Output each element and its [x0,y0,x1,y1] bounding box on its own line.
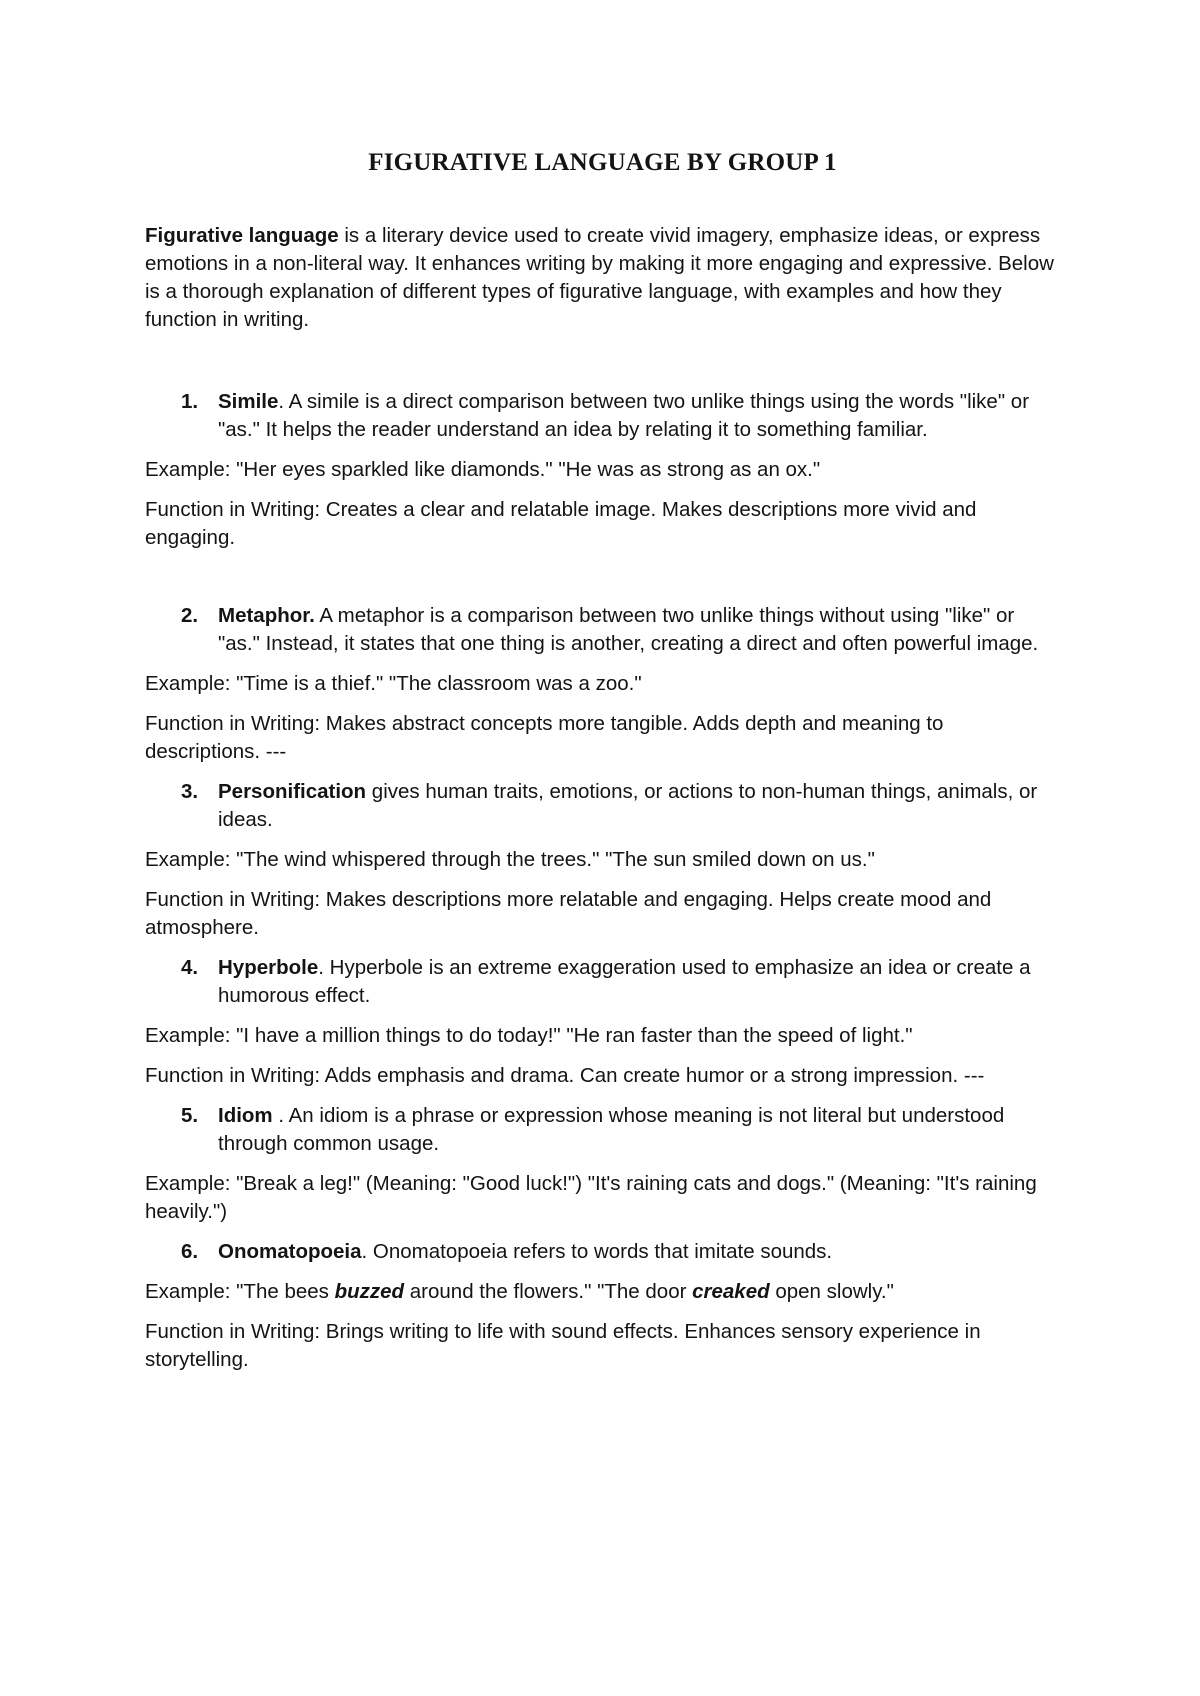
item-term: Onomatopoeia [218,1240,362,1263]
item-text: A metaphor is a comparison between two unlike things without using "like" or "as." Instead, it states that one thing is another, creating a direct and often powerful image. [218,604,1039,655]
example-text: around the flowers." "The door [404,1280,693,1303]
list-item-hyperbole [145,954,1060,1010]
document-page [145,148,1060,1374]
item-term: Metaphor. [218,604,315,627]
item-text: . Onomatopoeia refers to words that imitate sounds. [361,1240,833,1263]
item-text: . A simile is a direct comparison between two unlike things using the words "like" or "as." It helps the reader understand an idea by relating it to something familiar. [218,390,1030,441]
list-item-personification [145,778,1060,834]
list-item-simile [145,388,1060,444]
example-idiom: Example: "Break a leg!" (Meaning: "Good luck!") "It's raining cats and dogs." (Meaning: "It's raining heavily.") [145,1172,1037,1223]
function-metaphor: Function in Writing: Makes abstract concepts more tangible. Adds depth and meaning to descriptions. --- [145,712,944,763]
function-onomatopoeia: Function in Writing: Brings writing to life with sound effects. Enhances sensory experience in storytelling. [145,1320,981,1371]
item-number: 5. [181,1104,199,1127]
item-term: Personification [218,780,367,803]
page-title: FIGURATIVE LANGUAGE BY GROUP 1 [368,149,837,176]
list-item-idiom [145,1102,1060,1158]
item-number: 6. [181,1240,199,1263]
item-text: . Hyperbole is an extreme exaggeration used to emphasize an idea or create a humorous effect. [218,956,1031,1007]
example-hyperbole: Example: "I have a million things to do today!" "He ran faster than the speed of light." [145,1024,913,1047]
function-hyperbole: Function in Writing: Adds emphasis and drama. Can create humor or a strong impression. --- [145,1064,985,1087]
function-simile: Function in Writing: Creates a clear and relatable image. Makes descriptions more vivid and engaging. [145,498,977,549]
item-number: 1. [181,390,199,413]
list-item-onomatopoeia [145,1238,1060,1266]
function-personification: Function in Writing: Makes descriptions more relatable and engaging. Helps create mood and atmosphere. [145,888,992,939]
item-number: 4. [181,956,199,979]
example-text: Example: "The bees [145,1280,335,1303]
item-term: Idiom [218,1104,273,1127]
intro-paragraph [145,222,1060,334]
item-term: Simile [218,390,279,413]
example-emphasis: buzzed [334,1280,405,1303]
example-simile: Example: "Her eyes sparkled like diamonds." "He was as strong as an ox." [145,458,821,481]
intro-term: Figurative language [145,224,339,247]
example-onomatopoeia [145,1278,1060,1306]
list-item-metaphor [145,602,1060,658]
example-metaphor: Example: "Time is a thief." "The classroom was a zoo." [145,672,642,695]
item-text: . An idiom is a phrase or expression whose meaning is not literal but understood through common usage. [218,1104,1005,1155]
item-number: 3. [181,780,199,803]
example-emphasis: creaked [692,1280,770,1303]
item-number: 2. [181,604,199,627]
example-personification: Example: "The wind whispered through the trees." "The sun smiled down on us." [145,848,875,871]
example-text: open slowly." [769,1280,894,1303]
item-text: gives human traits, emotions, or actions to non-human things, animals, or ideas. [218,780,1038,831]
intro-text: is a literary device used to create vivid imagery, emphasize ideas, or express emotions in a non-literal way. It enhances writing by making it more engaging and expressive. Below is a thorough explanation of different types of figurative language, with examples and how they function in writing. [145,224,1054,331]
item-term: Hyperbole [218,956,319,979]
